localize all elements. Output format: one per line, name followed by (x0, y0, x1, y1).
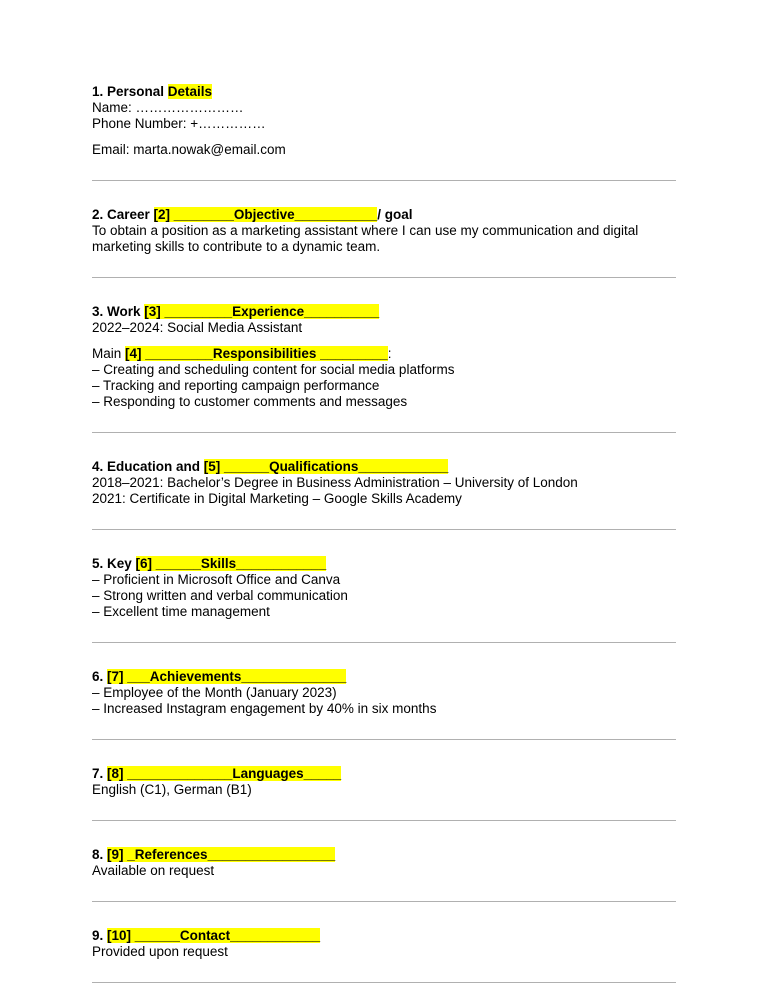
sub-highlight: [4] _________Responsibilities _________ (125, 346, 388, 361)
heading-highlight: [7] ___Achievements______________ (107, 669, 347, 684)
email-line: Email: marta.nowak@email.com (92, 142, 286, 157)
bullet-line: – Creating and scheduling content for social media platforms (92, 362, 455, 377)
section-career-objective (92, 207, 676, 278)
heading-text: 1. Personal (92, 84, 168, 99)
name-line: Name: …………………… (92, 100, 244, 115)
objective-text: To obtain a position as a marketing assistant where I can use my communication and digital marketing skills to contribute to a dynamic team. (92, 223, 639, 254)
contact-line: Provided upon request (92, 944, 228, 959)
section-heading (92, 84, 676, 100)
phone-line: Phone Number: +…………… (92, 116, 266, 131)
heading-highlight: [2] ________Objective___________ (153, 207, 378, 222)
education-line: 2021: Certificate in Digital Marketing – Google Skills Academy (92, 491, 462, 506)
section-key-skills (92, 556, 676, 643)
section-heading (92, 766, 676, 782)
section-heading (92, 304, 676, 320)
heading-text: 7. (92, 766, 108, 781)
bullet-line: – Strong written and verbal communication (92, 588, 348, 603)
sub-text-post: : (387, 346, 392, 361)
education-line: 2018–2021: Bachelor’s Degree in Business Administration – University of London (92, 475, 578, 490)
section-divider (92, 901, 676, 902)
section-heading (92, 669, 676, 685)
section-heading (92, 928, 676, 944)
heading-highlight: [6] ______Skills____________ (135, 556, 327, 571)
section-divider (92, 820, 676, 821)
bullet-line: – Tracking and reporting campaign performance (92, 378, 380, 393)
languages-line: English (C1), German (B1) (92, 782, 252, 797)
section-heading (92, 556, 676, 572)
heading-text: 8. (92, 847, 108, 862)
section-divider (92, 180, 676, 181)
section-divider (92, 277, 676, 278)
heading-highlight: Details (167, 84, 213, 99)
section-contact (92, 928, 676, 983)
heading-text: 6. (92, 669, 108, 684)
section-education (92, 459, 676, 530)
heading-text: 3. Work (92, 304, 145, 319)
bullet-line: – Responding to customer comments and messages (92, 394, 408, 409)
bullet-line: – Proficient in Microsoft Office and Canva (92, 572, 341, 587)
heading-highlight: [8] ______________Languages_____ (107, 766, 342, 781)
bullet-line: – Increased Instagram engagement by 40% in six months (92, 701, 437, 716)
heading-text: 4. Education and (92, 459, 204, 474)
heading-text: 5. Key (92, 556, 136, 571)
heading-highlight: [5] ______Qualifications____________ (203, 459, 449, 474)
section-achievements (92, 669, 676, 740)
references-line: Available on request (92, 863, 215, 878)
responsibilities-line (92, 346, 676, 362)
bullet-line: – Excellent time management (92, 604, 270, 619)
section-work-experience (92, 304, 676, 433)
heading-text: 9. (92, 928, 108, 943)
bullet-line: – Employee of the Month (January 2023) (92, 685, 337, 700)
section-divider (92, 982, 676, 983)
section-languages (92, 766, 676, 821)
heading-highlight: [9] _References_________________ (107, 847, 336, 862)
heading-highlight: [10] ______Contact____________ (107, 928, 321, 943)
section-divider (92, 529, 676, 530)
section-divider (92, 432, 676, 433)
section-divider (92, 642, 676, 643)
section-heading (92, 207, 676, 223)
heading-highlight: [3] _________Experience__________ (144, 304, 380, 319)
heading-text-post: / goal (377, 207, 413, 222)
sub-text: Main (92, 346, 126, 361)
section-heading (92, 459, 676, 475)
section-divider (92, 739, 676, 740)
section-heading (92, 847, 676, 863)
heading-text: 2. Career (92, 207, 154, 222)
job-line: 2022–2024: Social Media Assistant (92, 320, 303, 335)
section-personal-details (92, 84, 676, 181)
section-references (92, 847, 676, 902)
